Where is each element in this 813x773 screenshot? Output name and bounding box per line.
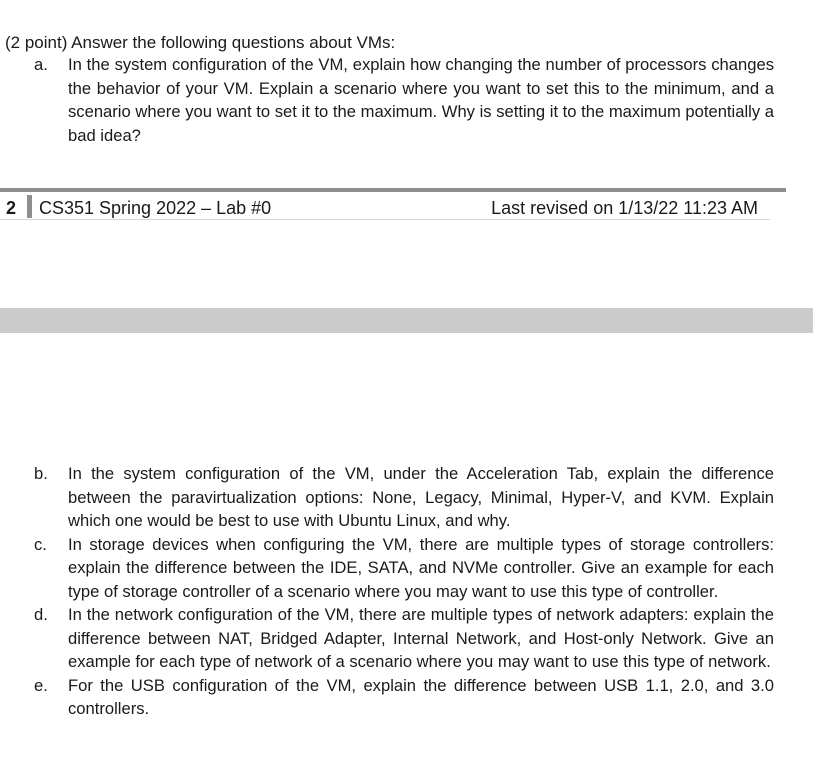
question-item-d: [34, 603, 774, 674]
question-text: In storage devices when configuring the VM, there are multiple types of storage controllers: explain the difference between the IDE, SATA, and NVMe controller. Give an example for each type of storage controller of a scenario where you may want to use this type of controller.: [68, 534, 774, 601]
course-title: CS351 Spring 2022 – Lab #0: [39, 198, 272, 218]
question-list-top: [34, 53, 774, 147]
question-marker: d.: [34, 605, 48, 624]
revision-date: Last revised on 1/13/22 11:23 AM: [491, 198, 758, 218]
footer-separator: [27, 195, 32, 218]
question-marker: c.: [34, 534, 47, 554]
question-item-c: [34, 533, 774, 604]
question-text: In the system configuration of the VM, explain how changing the number of processors changes the behavior of your VM. Explain a scenario where you want to set this to the minimum, and a scenario where you want to set it to the maximum. Why is setting it to the maximum potentially a bad idea?: [68, 55, 774, 145]
question-list-bottom: [34, 462, 774, 721]
question-item-a: [34, 53, 774, 147]
question-item-b: [34, 462, 774, 533]
question-marker: e.: [34, 675, 48, 695]
question-marker: a.: [34, 55, 48, 74]
question-text: For the USB configuration of the VM, explain the difference between USB 1.1, 2.0, and 3.0 controllers.: [68, 675, 774, 718]
page-number: 2: [6, 198, 17, 218]
question-text: In the system configuration of the VM, under the Acceleration Tab, explain the difference between the paravirtualization options: None, Legacy, Minimal, Hyper-V, and KVM. Explain which one would be best to use with Ubuntu Linux, and why.: [68, 464, 774, 530]
question-heading: (2 point) Answer the following questions about VMs:: [5, 33, 396, 52]
question-item-e: [34, 674, 774, 721]
page-break-gap: [0, 308, 813, 333]
question-text: In the network configuration of the VM, there are multiple types of network adapters: explain the difference between NAT, Bridged Adapter, Internal Network, and Host-only Network. Give an example for each type of network of a scenario where you may want to use this type of network.: [68, 605, 774, 671]
question-marker: b.: [34, 464, 48, 483]
page-footer: [0, 192, 770, 220]
